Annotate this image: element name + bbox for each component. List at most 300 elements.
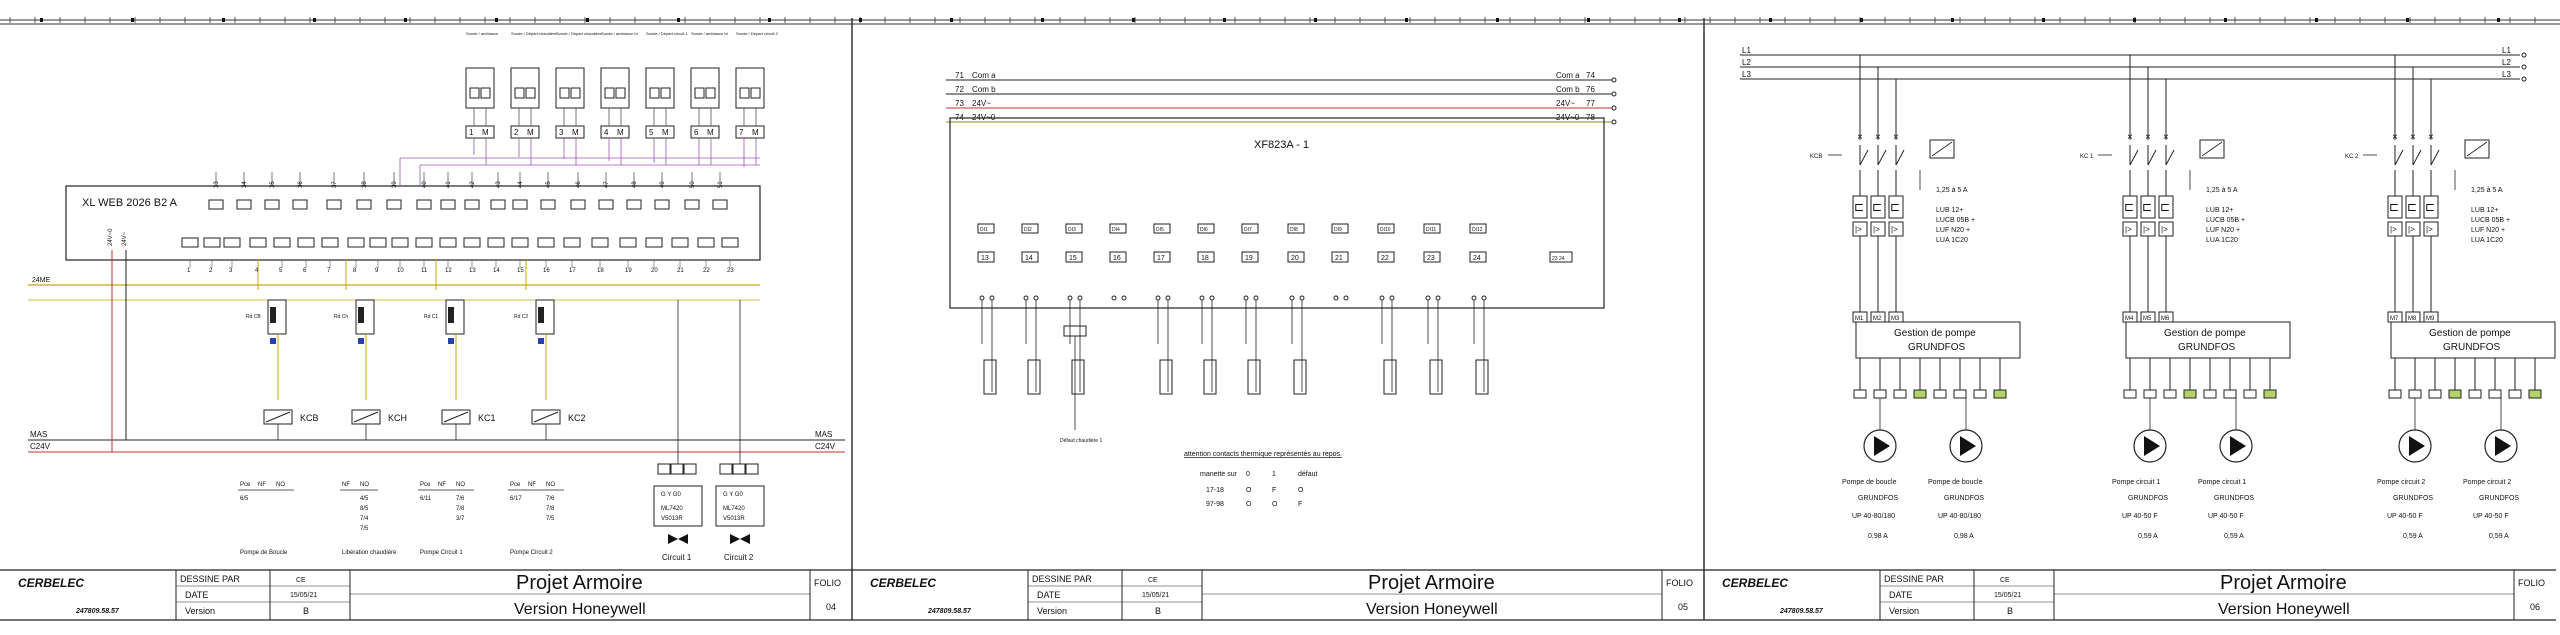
ruler-mark [2315, 18, 2318, 22]
ruler-mark [2406, 18, 2409, 22]
drawing-ref: 247809.58.57 [928, 608, 971, 615]
phase-label-right: L2 [2502, 58, 2511, 67]
ref-table-cell: 8/5 [360, 506, 369, 512]
manette-header: défaut [1298, 471, 1318, 478]
ref-table-header: NO [360, 482, 369, 488]
sensor-terminal-number: 7 [739, 128, 744, 137]
company-name: CERBELEC [18, 576, 85, 590]
ref-table-cell: 6/5 [240, 496, 249, 502]
actuator-model: ML7420 [661, 506, 683, 512]
terminal-number: 20 [1291, 255, 1299, 262]
sensor-terminal-letter: M [662, 128, 669, 137]
input-label: DI11 [1426, 227, 1437, 233]
ref-table-cell: 7/5 [360, 526, 369, 532]
version-label: Version [1037, 606, 1068, 616]
version-label: Version [1889, 606, 1920, 616]
contact-mark: × [2127, 132, 2133, 143]
drawn-by: CE [1148, 577, 1158, 584]
pump-model: UP 40-80/180 [1938, 513, 1982, 520]
input-label: DI12 [1472, 227, 1483, 233]
actuator-valve: V5013R [661, 516, 683, 522]
line-number-right: 77 [1586, 99, 1595, 108]
relay-contact-bar [448, 307, 454, 323]
drawn-by-label: DESSINE PAR [1032, 574, 1092, 584]
pump-brand: GRUNDFOS [2128, 495, 2169, 502]
pump-name: Pompe circuit 2 [2377, 479, 2426, 486]
ruler-mark [1769, 18, 1772, 22]
date-value: 15/05/21 [290, 592, 318, 599]
ref-table-header: Pce [420, 482, 431, 488]
breaker-part: LUB 12+ [2471, 207, 2499, 214]
pump-terminal [1914, 390, 1926, 398]
supply-label-24v: 24V~ [122, 231, 128, 246]
input-label: DI6 [1200, 227, 1208, 233]
line-number: 74 [955, 113, 964, 122]
pump-model: UP 40-50 F [2473, 513, 2509, 520]
ruler-mark [2224, 18, 2227, 22]
manette-cell: O [1246, 487, 1252, 494]
terminal-number: 19 [1245, 255, 1253, 262]
pump-controller-title: Gestion de pompe [1894, 328, 1976, 339]
terminal-number: 42 [470, 181, 476, 188]
actuator-caption: Circuit 2 [724, 553, 754, 562]
terminal-number: 17 [569, 268, 576, 274]
folio-label: FOLIO [2518, 578, 2546, 588]
sensor-label: Sonde / Départ chaudière [556, 31, 602, 36]
motor-label: M8 [2408, 316, 2417, 322]
magnetic-symbol: |> [1855, 225, 1862, 234]
ref-table-cell: 6/17 [510, 496, 522, 502]
contact-mark: × [2410, 132, 2416, 143]
bus-c24v: C24V [30, 442, 51, 451]
magnetic-symbol: |> [2408, 225, 2415, 234]
magnetic-symbol: |> [2125, 225, 2132, 234]
input-label: DI3 [1068, 227, 1076, 233]
terminal-number: 40 [422, 181, 428, 188]
drawn-by-label: DESSINE PAR [180, 574, 240, 584]
terminal-number: 49 [660, 181, 666, 188]
drawn-by-label: DESSINE PAR [1884, 574, 1944, 584]
motor-label: M5 [2143, 316, 2152, 322]
pump-current: 0,59 A [2489, 533, 2509, 540]
ref-table-cell: 7/6 [456, 496, 465, 502]
ruler-mark [1587, 18, 1590, 22]
relay-name: KC1 [478, 413, 496, 423]
input-label: DI10 [1380, 227, 1391, 233]
motor-label: M4 [2125, 316, 2134, 322]
actuator-model: ML7420 [723, 506, 745, 512]
date-label: DATE [1889, 590, 1913, 600]
terminal-number: 22 [703, 268, 710, 274]
actuator-pins: G Y G0 [723, 492, 743, 498]
phase-label: L1 [1742, 46, 1751, 55]
relay-contact-label: Rd C2 [514, 314, 529, 320]
company-name: CERBELEC [870, 576, 937, 590]
terminal-number: 18 [597, 268, 604, 274]
terminal-number: 3 [229, 268, 233, 274]
terminal-number: 8 [353, 268, 357, 274]
bus-mas: MAS [30, 430, 48, 439]
pump-name: Pompe de boucle [1842, 479, 1897, 486]
pump-current: 0,98 A [1954, 533, 1974, 540]
date-value: 15/05/21 [1994, 592, 2022, 599]
breaker-rating: 1,25 à 5 A [2471, 187, 2503, 194]
pump-terminal [2449, 390, 2461, 398]
terminal-number: 23 24 [1552, 256, 1565, 262]
terminal-number: 6 [303, 268, 307, 274]
relay-contact-bar [538, 307, 544, 323]
relay-led [270, 338, 276, 344]
breaker-label: KC 2 [2345, 154, 2359, 160]
terminal-number: 38 [362, 181, 368, 188]
bus-mas-right: MAS [815, 430, 833, 439]
folio-number: 06 [2530, 602, 2541, 612]
breaker-part: LUF N20 + [2471, 227, 2506, 234]
line-name-right: 24V~ [1556, 99, 1575, 108]
manette-cell: O [1298, 487, 1304, 494]
terminal-number: 43 [496, 181, 502, 188]
manette-cell: O [1272, 501, 1278, 508]
ref-table-cell: 7/4 [360, 516, 369, 522]
terminal-number: 21 [1335, 255, 1343, 262]
terminal-number: 33 [214, 181, 220, 188]
project-subtitle: Version Honeywell [2218, 601, 2350, 618]
pump-controller-brand: GRUNDFOS [2443, 342, 2501, 353]
terminal-number: 9 [375, 268, 379, 274]
terminal-number: 23 [1427, 255, 1435, 262]
terminal-number: 17 [1157, 255, 1165, 262]
breaker-part: LUCB 05B + [2471, 217, 2511, 224]
project-subtitle: Version Honeywell [1366, 601, 1498, 618]
terminal-number: 16 [543, 268, 550, 274]
ref-table-cell: 7/8 [546, 506, 555, 512]
motor-label: M1 [1855, 316, 1864, 322]
contact-mark: × [2428, 132, 2434, 143]
line-name: Com b [972, 85, 996, 94]
ref-table-cell: 6/11 [420, 496, 432, 502]
sensor-terminal-number: 1 [469, 128, 474, 137]
version-label: Version [185, 606, 216, 616]
terminal-number: 48 [632, 181, 638, 188]
motor-label: M6 [2161, 316, 2170, 322]
ruler-mark [1132, 18, 1135, 22]
manette-cell: 17-18 [1206, 487, 1224, 494]
pump-name: Pompe de boucle [1928, 479, 1983, 486]
ruler-mark [1314, 18, 1317, 22]
thermal-symbol: ⊏ [1890, 200, 1901, 214]
manette-header: 1 [1272, 471, 1276, 478]
contact-mark: × [2163, 132, 2169, 143]
terminal-number: 46 [576, 181, 582, 188]
sensor-label: Sonde / Départ chaudière [511, 31, 557, 36]
terminal-number: 44 [518, 181, 524, 188]
pump-name: Pompe circuit 1 [2112, 479, 2161, 486]
phase-label: L3 [1742, 70, 1751, 79]
terminal-number: 13 [469, 268, 476, 274]
terminal-number: 15 [1069, 255, 1077, 262]
sensor-terminal-letter: M [482, 128, 489, 137]
motor-label: M2 [1873, 316, 1882, 322]
terminal-number: 12 [445, 268, 452, 274]
pump-brand: GRUNDFOS [1944, 495, 1985, 502]
terminal-number: 23 [727, 268, 734, 274]
pump-brand: GRUNDFOS [1858, 495, 1899, 502]
relay-led [538, 338, 544, 344]
ref-table-header: NF [438, 482, 446, 488]
defaut-label: Défaut chaudière 1 [1060, 438, 1103, 444]
line-name-right: Com a [1556, 71, 1580, 80]
terminal-number: 36 [298, 181, 304, 188]
line-number-right: 74 [1586, 71, 1595, 80]
relay-led [358, 338, 364, 344]
contact-mark: × [1857, 132, 1863, 143]
terminal-number: 37 [332, 181, 338, 188]
input-label: DI1 [980, 227, 988, 233]
pump-current: 0,59 A [2138, 533, 2158, 540]
project-title: Projet Armoire [2220, 572, 2347, 594]
sensor-terminal-number: 5 [649, 128, 654, 137]
relay-name: KCH [388, 413, 408, 423]
terminal-number: 14 [493, 268, 500, 274]
magnetic-symbol: |> [1873, 225, 1880, 234]
ref-table-cell: 7/6 [546, 496, 555, 502]
ref-table-caption: Pompe Circuit 2 [510, 550, 553, 556]
drawn-by: CE [2000, 577, 2010, 584]
ref-table-caption: Pompe Circuit 1 [420, 550, 463, 556]
company-name: CERBELEC [1722, 576, 1789, 590]
drawn-by: CE [296, 577, 306, 584]
magnetic-symbol: |> [2143, 225, 2150, 234]
module-label: XF823A - 1 [1254, 139, 1310, 151]
pump-name: Pompe circuit 2 [2463, 479, 2512, 486]
terminal-number: 18 [1201, 255, 1209, 262]
ruler-mark [2497, 18, 2500, 22]
pump-brand: GRUNDFOS [2393, 495, 2434, 502]
breaker-part: LUA 1C20 [2206, 237, 2238, 244]
project-subtitle: Version Honeywell [514, 601, 646, 618]
ruler-mark [768, 18, 771, 22]
pump-model: UP 40-50 F [2387, 513, 2423, 520]
project-title: Projet Armoire [1368, 572, 1495, 594]
terminal-number: 41 [446, 181, 452, 188]
ruler-mark [2133, 18, 2136, 22]
motor-label: M7 [2390, 316, 2399, 322]
thermal-symbol: ⊏ [2425, 200, 2436, 214]
line-name-right: Com b [1556, 85, 1580, 94]
pump-model: UP 40-50 F [2122, 513, 2158, 520]
thermal-symbol: ⊏ [2407, 200, 2418, 214]
ruler-mark [1951, 18, 1954, 22]
ref-table-header: NF [342, 482, 350, 488]
terminal-number: 13 [981, 255, 989, 262]
manette-cell: 97-98 [1206, 501, 1224, 508]
controller-label: XL WEB 2026 B2 A [82, 197, 177, 209]
terminal-number: 47 [604, 181, 610, 188]
ruler-mark [222, 18, 225, 22]
terminal-number: 35 [270, 181, 276, 188]
ref-table-caption: Libération chaudière [342, 550, 397, 556]
pump-terminal [2264, 390, 2276, 398]
sensor-terminal-letter: M [527, 128, 534, 137]
pump-terminal [2529, 390, 2541, 398]
contact-mark: × [1875, 132, 1881, 143]
ruler-mark [40, 18, 43, 22]
input-label: DI9 [1334, 227, 1342, 233]
manette-header: 0 [1246, 471, 1250, 478]
actuator-valve: V5013R [723, 516, 745, 522]
ref-table-header: Pce [510, 482, 521, 488]
bus-c24v-right: C24V [815, 442, 836, 451]
phase-label-right: L1 [2502, 46, 2511, 55]
breaker-part: LUB 12+ [1936, 207, 1964, 214]
supply-label-0v: 24V~0 [108, 228, 114, 246]
breaker-rating: 1,25 à 5 A [2206, 187, 2238, 194]
input-label: DI2 [1024, 227, 1032, 233]
terminal-number: 19 [625, 268, 632, 274]
relay-contact-label: Rd CB [246, 314, 261, 320]
sensor-terminal-letter: M [572, 128, 579, 137]
manette-cell: O [1246, 501, 1252, 508]
terminal-number: 22 [1381, 255, 1389, 262]
ruler-mark [1496, 18, 1499, 22]
terminal-number: 24 [1473, 255, 1481, 262]
terminal-number: 5 [279, 268, 283, 274]
terminal-number: 10 [397, 268, 404, 274]
ruler-mark [2042, 18, 2045, 22]
ref-table-caption: Pompe de Boucle [240, 550, 288, 556]
ref-table-header: NO [276, 482, 285, 488]
pump-brand: GRUNDFOS [2214, 495, 2255, 502]
relay-contact-bar [358, 307, 364, 323]
pump-model: UP 40-50 F [2208, 513, 2244, 520]
sensor-terminal-number: 6 [694, 128, 699, 137]
pump-controller-title: Gestion de pompe [2429, 328, 2511, 339]
manette-cell: F [1298, 501, 1303, 508]
ruler-mark [1223, 18, 1226, 22]
version-value: B [2007, 606, 2014, 616]
terminal-number: 16 [1113, 255, 1121, 262]
sensor-terminal-number: 2 [514, 128, 519, 137]
sensor-label: Sonde / ambiance [466, 31, 499, 36]
input-label: DI7 [1244, 227, 1252, 233]
thermal-symbol: ⊏ [1854, 200, 1865, 214]
breaker-rating: 1,25 à 5 A [1936, 187, 1968, 194]
folio-number: 05 [1678, 602, 1689, 612]
contact-mark: × [1893, 132, 1899, 143]
pump-controller-title: Gestion de pompe [2164, 328, 2246, 339]
pump-terminal [1994, 390, 2006, 398]
input-label: DI5 [1156, 227, 1164, 233]
ref-table-header: NO [546, 482, 555, 488]
breaker-part: LUF N20 + [2206, 227, 2241, 234]
ref-table-cell: 4/5 [360, 496, 369, 502]
ruler-mark [677, 18, 680, 22]
line-number: 72 [955, 85, 964, 94]
terminal-number: 11 [421, 268, 428, 274]
breaker-part: LUCB 05B + [2206, 217, 2246, 224]
line-number-right: 76 [1586, 85, 1595, 94]
phase-label-right: L3 [2502, 70, 2511, 79]
sensor-terminal-letter: M [752, 128, 759, 137]
pump-current: 0,59 A [2224, 533, 2244, 540]
ruler-mark [586, 18, 589, 22]
terminal-number: 51 [718, 181, 724, 188]
line-number: 73 [955, 99, 964, 108]
thermal-symbol: ⊏ [2160, 200, 2171, 214]
terminal-number: 2 [209, 268, 213, 274]
ruler-mark [1041, 18, 1044, 22]
sensor-terminal-letter: M [707, 128, 714, 137]
terminal-number: 34 [242, 181, 248, 188]
ruler-mark [1860, 18, 1863, 22]
ruler-mark [313, 18, 316, 22]
ruler-mark [495, 18, 498, 22]
terminal-number: 14 [1025, 255, 1033, 262]
breaker-part: LUB 12+ [2206, 207, 2234, 214]
sensor-label: Sonde / Départ circuit 2 [736, 31, 778, 36]
pump-model: UP 40-80/180 [1852, 513, 1896, 520]
breaker-part: LUF N20 + [1936, 227, 1971, 234]
bus-24ve: 24ME [32, 277, 51, 284]
ref-table-header: NO [456, 482, 465, 488]
relay-name: KCB [300, 413, 319, 423]
date-label: DATE [185, 590, 209, 600]
ref-table-cell: 7/8 [456, 506, 465, 512]
terminal-number: 15 [517, 268, 524, 274]
ruler-mark [950, 18, 953, 22]
motor-label: M3 [1891, 316, 1900, 322]
line-name: 24V~0 [972, 113, 996, 122]
thermal-symbol: ⊏ [2124, 200, 2135, 214]
drawing-ref: 247809.58.57 [1780, 608, 1823, 615]
input-label: DI8 [1290, 227, 1298, 233]
folio-label: FOLIO [814, 578, 842, 588]
sensor-terminal-letter: M [617, 128, 624, 137]
ruler-mark [404, 18, 407, 22]
folio-label: FOLIO [1666, 578, 1694, 588]
thermal-note: attention contacts thermique représentés au repos. [1184, 451, 1342, 458]
pump-current: 0,59 A [2403, 533, 2423, 540]
breaker-part: LUCB 05B + [1936, 217, 1976, 224]
version-value: B [303, 606, 310, 616]
terminal-number: 20 [651, 268, 658, 274]
pump-current: 0,98 A [1868, 533, 1888, 540]
breaker-part: LUA 1C20 [2471, 237, 2503, 244]
breaker-label: KCB [1810, 154, 1823, 160]
ref-table-cell: 7/5 [546, 516, 555, 522]
sensor-label: Sonde / Départ circuit 1 [646, 31, 688, 36]
actuator-caption: Circuit 1 [662, 553, 692, 562]
terminal-number: 1 [187, 268, 191, 274]
ref-table-cell: 3/7 [456, 516, 465, 522]
relay-led [448, 338, 454, 344]
line-number-right: 78 [1586, 113, 1595, 122]
ref-table-header: NF [258, 482, 266, 488]
sensor-terminal-number: 3 [559, 128, 564, 137]
ref-table-header: Pce [240, 482, 251, 488]
input-label: DI4 [1112, 227, 1120, 233]
ruler-mark [1405, 18, 1408, 22]
pump-brand: GRUNDFOS [2479, 495, 2520, 502]
motor-label: M9 [2426, 316, 2435, 322]
magnetic-symbol: |> [2390, 225, 2397, 234]
line-number: 71 [955, 71, 964, 80]
thermal-symbol: ⊏ [1872, 200, 1883, 214]
terminal-number: 39 [392, 181, 398, 188]
pump-name: Pompe circuit 1 [2198, 479, 2247, 486]
version-value: B [1155, 606, 1162, 616]
ruler-mark [1678, 18, 1681, 22]
